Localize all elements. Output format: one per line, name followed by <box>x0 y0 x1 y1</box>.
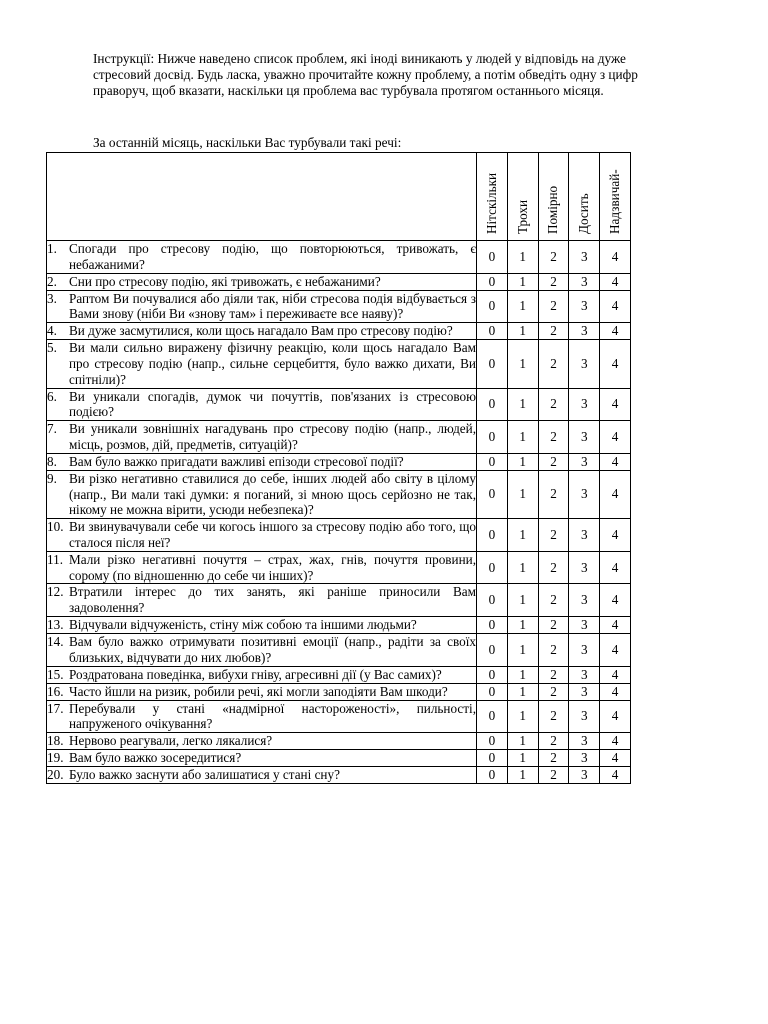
question-number: 3. <box>47 290 57 306</box>
table-row <box>47 470 631 518</box>
question-number: 4. <box>47 323 57 339</box>
question-text: Відчували відчуженість, стіну між собою та іншими людьми? <box>69 616 417 632</box>
question-cell <box>47 733 477 750</box>
rating-option-2[interactable]: 2 <box>538 470 569 518</box>
question-number: 5. <box>47 340 57 356</box>
table-row <box>47 633 631 666</box>
table-row <box>47 388 631 421</box>
question-text: Роздратована поведінка, вибухи гніву, агресивні дії (у Вас самих)? <box>69 666 442 682</box>
rating-option-1[interactable]: 1 <box>507 241 538 274</box>
rating-option-2[interactable]: 2 <box>538 519 569 552</box>
rating-option-1[interactable]: 1 <box>507 683 538 700</box>
rating-option-0[interactable]: 0 <box>477 700 508 733</box>
rating-option-3[interactable]: 3 <box>569 323 600 340</box>
question-number: 2. <box>47 273 57 289</box>
question-text: Ви дуже засмутилися, коли щось нагадало Вам про стресову подію? <box>69 323 453 339</box>
question-number: 20. <box>47 767 64 783</box>
question-text: Спогади про стресову подію, що повторюються, тривожать, є небажаними? <box>69 241 476 272</box>
scale-header-4 <box>600 153 631 241</box>
scale-header-0 <box>477 153 508 241</box>
survey-table <box>46 152 631 784</box>
rating-option-1[interactable]: 1 <box>507 584 538 617</box>
question-text: Нервово реагували, легко лякалися? <box>69 733 273 749</box>
question-text: Ви уникали зовнішніх нагадувань про стресову подію (напр., людей, місць, розмов, дій, предметів, ситуацій)? <box>69 421 476 452</box>
table-row <box>47 323 631 340</box>
table-row <box>47 519 631 552</box>
rating-option-4[interactable]: 4 <box>600 519 631 552</box>
scale-header-label: Досить <box>576 193 592 234</box>
question-cell <box>47 700 477 733</box>
rating-option-4[interactable]: 4 <box>600 683 631 700</box>
rating-option-3[interactable]: 3 <box>569 388 600 421</box>
table-row <box>47 584 631 617</box>
question-text: Вам було важко пригадати важливі епізоди стресової події? <box>69 453 404 469</box>
question-number: 9. <box>47 470 57 486</box>
table-row <box>47 666 631 683</box>
rating-option-3[interactable]: 3 <box>569 733 600 750</box>
question-number: 8. <box>47 453 57 469</box>
table-row <box>47 241 631 274</box>
rating-option-4[interactable]: 4 <box>600 750 631 767</box>
question-cell <box>47 273 477 290</box>
rating-option-3[interactable]: 3 <box>569 584 600 617</box>
rating-option-4[interactable]: 4 <box>600 323 631 340</box>
question-cell <box>47 767 477 784</box>
rating-option-0[interactable]: 0 <box>477 470 508 518</box>
rating-option-4[interactable]: 4 <box>600 700 631 733</box>
header-row <box>47 153 631 241</box>
rating-option-0[interactable]: 0 <box>477 666 508 683</box>
rating-option-2[interactable]: 2 <box>538 241 569 274</box>
question-text: Часто йшли на ризик, робили речі, які могли заподіяти Вам шкоди? <box>69 683 448 699</box>
rating-option-1[interactable]: 1 <box>507 290 538 323</box>
rating-option-0[interactable]: 0 <box>477 733 508 750</box>
rating-option-0[interactable]: 0 <box>477 584 508 617</box>
rating-option-2[interactable]: 2 <box>538 290 569 323</box>
question-text: Перебували у стані «надмірної настороженості», пильності, напруженого очікування? <box>69 700 476 732</box>
rating-option-4[interactable]: 4 <box>600 666 631 683</box>
question-cell <box>47 666 477 683</box>
rating-option-1[interactable]: 1 <box>507 323 538 340</box>
question-text: Ви уникали спогадів, думок чи почуттів, пов'язаних із стресовою подією? <box>69 388 476 420</box>
rating-option-4[interactable]: 4 <box>600 421 631 454</box>
question-number: 18. <box>47 733 64 749</box>
question-cell <box>47 750 477 767</box>
question-cell <box>47 470 477 518</box>
rating-option-2[interactable]: 2 <box>538 633 569 666</box>
rating-option-4[interactable]: 4 <box>600 340 631 388</box>
table-row <box>47 340 631 388</box>
survey-body <box>47 241 631 784</box>
rating-option-4[interactable]: 4 <box>600 388 631 421</box>
rating-option-0[interactable]: 0 <box>477 616 508 633</box>
rating-option-0[interactable]: 0 <box>477 273 508 290</box>
rating-option-2[interactable]: 2 <box>538 421 569 454</box>
rating-option-2[interactable]: 2 <box>538 750 569 767</box>
question-text: Вам було важко отримувати позитивні емоції (напр., радіти за своїх близьких, відчувати до них любов)? <box>69 633 476 665</box>
rating-option-4[interactable]: 4 <box>600 733 631 750</box>
rating-option-3[interactable]: 3 <box>569 666 600 683</box>
question-text: Втратили інтерес до тих занять, які раніше приносили Вам задоволення? <box>69 584 476 616</box>
rating-option-3[interactable]: 3 <box>569 551 600 584</box>
rating-option-3[interactable]: 3 <box>569 683 600 700</box>
rating-option-1[interactable]: 1 <box>507 388 538 421</box>
table-row <box>47 551 631 584</box>
table-row <box>47 683 631 700</box>
rating-option-4[interactable]: 4 <box>600 241 631 274</box>
rating-option-2[interactable]: 2 <box>538 273 569 290</box>
scale-header-3 <box>569 153 600 241</box>
table-row <box>47 273 631 290</box>
rating-option-3[interactable]: 3 <box>569 750 600 767</box>
rating-option-2[interactable]: 2 <box>538 388 569 421</box>
rating-option-4[interactable]: 4 <box>600 453 631 470</box>
rating-option-3[interactable]: 3 <box>569 470 600 518</box>
rating-option-0[interactable]: 0 <box>477 421 508 454</box>
rating-option-3[interactable]: 3 <box>569 519 600 552</box>
instructions-text: Інструкції: Нижче наведено список проблем, які іноді виникають у людей у відповідь на дуже стресовий досвід. Будь ласка, уважно прочитайте кожну проблему, а потім обведіть одну з цифр праворуч, щоб вказати, наскільки ця проблема вас турбувала протягом останнього місяця. <box>93 51 638 98</box>
rating-option-2[interactable]: 2 <box>538 340 569 388</box>
rating-option-1[interactable]: 1 <box>507 767 538 784</box>
rating-option-2[interactable]: 2 <box>538 584 569 617</box>
rating-option-4[interactable]: 4 <box>600 273 631 290</box>
question-text: Було важко заснути або залишатися у стані сну? <box>69 767 340 783</box>
question-text: Сни про стресову подію, які тривожать, є небажаними? <box>69 273 381 289</box>
question-cell <box>47 241 477 274</box>
rating-option-0[interactable]: 0 <box>477 683 508 700</box>
rating-option-3[interactable]: 3 <box>569 616 600 633</box>
rating-option-1[interactable]: 1 <box>507 421 538 454</box>
question-number: 1. <box>47 241 57 256</box>
table-row <box>47 750 631 767</box>
rating-option-1[interactable]: 1 <box>507 633 538 666</box>
rating-option-2[interactable]: 2 <box>538 551 569 584</box>
rating-option-1[interactable]: 1 <box>507 700 538 733</box>
question-text: Ви мали сильно виражену фізичну реакцію, коли щось нагадало Вам про стресову подію (напр., сильне серцебиття, було важко дихати, Ви спітніли)? <box>69 340 476 387</box>
table-row <box>47 616 631 633</box>
rating-option-4[interactable]: 4 <box>600 551 631 584</box>
rating-option-4[interactable]: 4 <box>600 584 631 617</box>
rating-option-4[interactable]: 4 <box>600 767 631 784</box>
rating-option-0[interactable]: 0 <box>477 750 508 767</box>
table-row <box>47 767 631 784</box>
scale-header-2 <box>538 153 569 241</box>
rating-option-0[interactable]: 0 <box>477 551 508 584</box>
table-row <box>47 733 631 750</box>
question-number: 14. <box>47 633 64 649</box>
rating-option-3[interactable]: 3 <box>569 767 600 784</box>
question-number: 11. <box>47 551 63 567</box>
rating-option-1[interactable]: 1 <box>507 616 538 633</box>
question-number: 19. <box>47 750 64 766</box>
question-number: 13. <box>47 616 64 632</box>
rating-option-3[interactable]: 3 <box>569 453 600 470</box>
rating-option-1[interactable]: 1 <box>507 519 538 552</box>
rating-option-0[interactable]: 0 <box>477 633 508 666</box>
question-number: 6. <box>47 388 57 404</box>
rating-option-0[interactable]: 0 <box>477 388 508 421</box>
rating-option-2[interactable]: 2 <box>538 683 569 700</box>
rating-option-2[interactable]: 2 <box>538 733 569 750</box>
question-header-cell <box>47 153 477 241</box>
rating-option-3[interactable]: 3 <box>569 700 600 733</box>
rating-option-2[interactable]: 2 <box>538 323 569 340</box>
table-row <box>47 290 631 323</box>
question-number: 7. <box>47 421 57 437</box>
rating-option-0[interactable]: 0 <box>477 453 508 470</box>
rating-option-4[interactable]: 4 <box>600 470 631 518</box>
rating-option-3[interactable]: 3 <box>569 241 600 274</box>
rating-option-1[interactable]: 1 <box>507 750 538 767</box>
question-cell <box>47 290 477 323</box>
rating-option-0[interactable]: 0 <box>477 241 508 274</box>
table-row <box>47 700 631 733</box>
question-number: 10. <box>47 519 64 535</box>
rating-option-3[interactable]: 3 <box>569 633 600 666</box>
rating-option-1[interactable]: 1 <box>507 551 538 584</box>
rating-option-1[interactable]: 1 <box>507 470 538 518</box>
question-cell <box>47 519 477 552</box>
table-row <box>47 421 631 454</box>
question-cell <box>47 453 477 470</box>
scale-header-label: Трохи <box>514 199 530 234</box>
rating-option-1[interactable]: 1 <box>507 453 538 470</box>
rating-option-1[interactable]: 1 <box>507 733 538 750</box>
question-text: Вам було важко зосередитися? <box>69 750 242 766</box>
rating-option-2[interactable]: 2 <box>538 616 569 633</box>
question-cell <box>47 340 477 388</box>
rating-option-0[interactable]: 0 <box>477 290 508 323</box>
table-row <box>47 453 631 470</box>
survey-subtitle: За останній місяць, наскільки Вас турбували такі речі: <box>93 135 402 150</box>
question-cell <box>47 683 477 700</box>
rating-option-2[interactable]: 2 <box>538 666 569 683</box>
rating-option-2[interactable]: 2 <box>538 700 569 733</box>
question-cell <box>47 633 477 666</box>
rating-option-4[interactable]: 4 <box>600 290 631 323</box>
rating-option-0[interactable]: 0 <box>477 340 508 388</box>
question-number: 16. <box>47 683 64 699</box>
rating-option-0[interactable]: 0 <box>477 323 508 340</box>
scale-header-label: Нітскільки <box>483 172 499 234</box>
question-text: Ви звинувачували себе чи когось іншого за стресову подію або того, що сталося після неї? <box>69 519 476 550</box>
scale-header-label: Надзвичай- <box>607 169 623 234</box>
question-cell <box>47 616 477 633</box>
rating-option-2[interactable]: 2 <box>538 767 569 784</box>
rating-option-1[interactable]: 1 <box>507 666 538 683</box>
question-text: Мали різко негативні почуття – страх, жах, гнів, почуття провини, сорому (по відношенню до себе чи інших)? <box>69 551 476 583</box>
question-cell <box>47 551 477 584</box>
question-cell <box>47 584 477 617</box>
rating-option-0[interactable]: 0 <box>477 519 508 552</box>
question-number: 17. <box>47 700 64 716</box>
rating-option-4[interactable]: 4 <box>600 616 631 633</box>
rating-option-3[interactable]: 3 <box>569 290 600 323</box>
rating-option-3[interactable]: 3 <box>569 273 600 290</box>
rating-option-3[interactable]: 3 <box>569 421 600 454</box>
rating-option-0[interactable]: 0 <box>477 767 508 784</box>
question-number: 12. <box>47 584 64 600</box>
rating-option-4[interactable]: 4 <box>600 633 631 666</box>
question-text: Ви різко негативно ставилися до себе, інших людей або світу в цілому (напр., Ви мали такі думки: я поганий, зі мною щось серйозно не так, нікому не можна вірити, усюди небезпека)? <box>69 470 476 518</box>
rating-option-1[interactable]: 1 <box>507 340 538 388</box>
question-cell <box>47 421 477 454</box>
rating-option-1[interactable]: 1 <box>507 273 538 290</box>
question-cell <box>47 388 477 421</box>
question-text: Раптом Ви почувалися або діяли так, ніби стресова подія відбувається з Вами знову (ніби Ви «знову там» і переживаєте все наяву)? <box>69 290 476 322</box>
question-cell <box>47 323 477 340</box>
scale-header-label: Помірно <box>545 185 561 234</box>
rating-option-2[interactable]: 2 <box>538 453 569 470</box>
scale-header-1 <box>507 153 538 241</box>
rating-option-3[interactable]: 3 <box>569 340 600 388</box>
question-number: 15. <box>47 666 64 682</box>
